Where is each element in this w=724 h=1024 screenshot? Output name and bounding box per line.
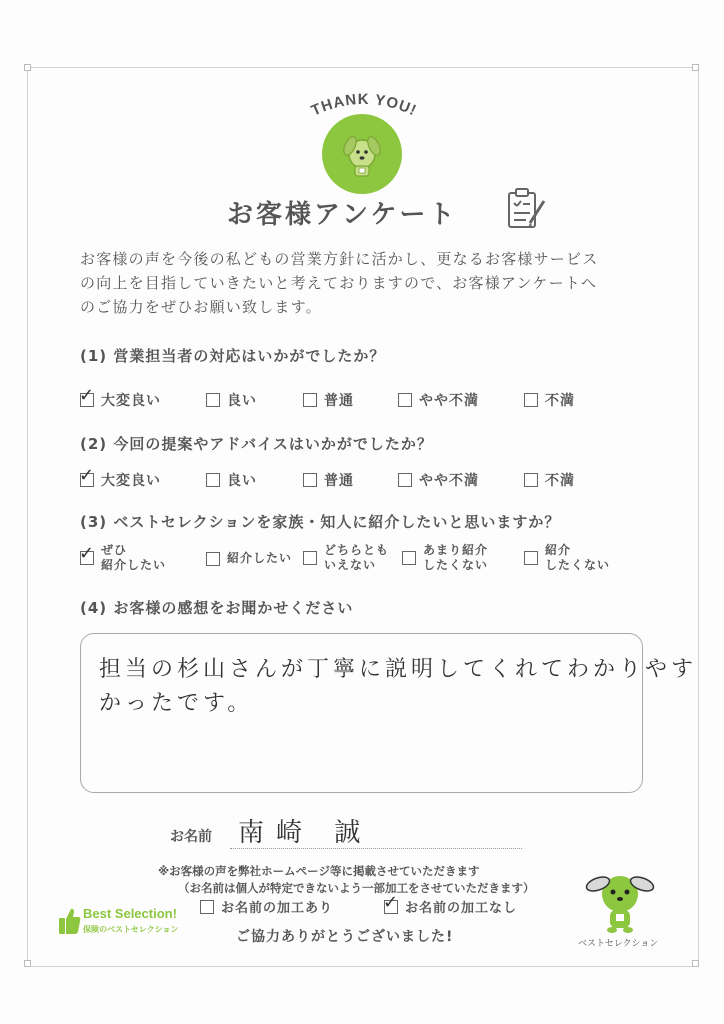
- checkbox[interactable]: [303, 473, 317, 487]
- q3-option-definitely-recommend[interactable]: [80, 543, 166, 573]
- option-label: 不満: [545, 393, 575, 409]
- dog-mascot-icon: [578, 866, 662, 938]
- checkbox[interactable]: [79, 385, 95, 407]
- checkmark-icon: ✓: [383, 891, 399, 913]
- checkbox[interactable]: [200, 900, 214, 914]
- option-label-line: 紹介: [545, 543, 572, 557]
- checkbox[interactable]: [206, 552, 220, 566]
- checkbox[interactable]: [398, 473, 412, 487]
- checkbox[interactable]: [383, 891, 399, 914]
- option-label: 不満: [545, 473, 575, 489]
- survey-title: お客様アンケート: [227, 200, 458, 230]
- brand-logo: [57, 906, 187, 940]
- q3-option-rather-not[interactable]: [402, 543, 488, 573]
- q1-option-very-good[interactable]: [79, 385, 161, 410]
- intro-line: お客様の声を今後の私どもの営業方針に活かし、更なるお客様サービス: [80, 250, 599, 268]
- name-label: お名前: [170, 829, 212, 845]
- name-underline: [230, 848, 522, 849]
- option-label: [101, 543, 166, 573]
- crop-mark: [24, 960, 31, 967]
- question-4: (4) お客様の感想をお聞かせください: [80, 599, 354, 617]
- q3-option-neutral[interactable]: [303, 543, 389, 573]
- checkmark-icon: ✓: [79, 543, 95, 564]
- anonymization-note: （お名前は個人が特定できないよう一部加工をさせていただきます）: [178, 881, 535, 895]
- option-label: 大変良い: [101, 473, 161, 489]
- option-label: [324, 543, 389, 573]
- q1-option-dissatisfied[interactable]: [524, 390, 575, 410]
- checkbox[interactable]: [303, 551, 317, 565]
- option-label: やや不満: [419, 393, 479, 409]
- thumbs-up-icon: [57, 906, 81, 936]
- option-label: 大変良い: [101, 393, 161, 409]
- checkbox[interactable]: [402, 551, 416, 565]
- option-label: 普通: [324, 473, 354, 489]
- checkbox[interactable]: [524, 473, 538, 487]
- question-1: (1) 営業担当者の対応はいかがでしたか？: [80, 347, 386, 365]
- option-label: 良い: [227, 473, 257, 489]
- option-label-line: したくない: [545, 558, 611, 572]
- mascot-badge: [322, 114, 402, 194]
- option-label: [545, 543, 610, 573]
- option-label-line: したくない: [423, 558, 489, 572]
- checkbox[interactable]: [206, 393, 220, 407]
- q1-option-good[interactable]: [206, 390, 257, 410]
- intro-text: [80, 247, 640, 319]
- intro-line: のご協力をぜひお願い致します。: [80, 298, 322, 316]
- option-label-line: いえない: [324, 558, 377, 572]
- q2-option-dissatisfied[interactable]: [524, 470, 575, 490]
- option-label-line: あまり紹介: [423, 543, 489, 557]
- dog-mascot-icon: [322, 114, 402, 194]
- q3-option-not-recommend[interactable]: [524, 543, 610, 573]
- publication-note: ※お客様の声を弊社ホームページ等に掲載させていただきます: [158, 864, 480, 878]
- q2-option-very-good[interactable]: [79, 465, 161, 490]
- option-label: 紹介したい: [227, 551, 293, 565]
- comment-line: 担当の杉山さんが丁寧に説明してくれてわかりやす: [99, 657, 698, 682]
- question-3: (3) ベストセレクションを家族・知人に紹介したいと思いますか？: [80, 513, 561, 531]
- question-2: (2) 今回の提案やアドバイスはいかがでしたか？: [80, 435, 433, 453]
- checkbox[interactable]: [79, 465, 95, 487]
- name-processed-option[interactable]: [200, 897, 333, 916]
- comment-textarea[interactable]: [80, 633, 698, 793]
- thank-you-text: THANK YOU!: [308, 90, 420, 120]
- q2-option-good[interactable]: [206, 470, 257, 490]
- checkbox[interactable]: [79, 543, 95, 565]
- checkbox[interactable]: [524, 393, 538, 407]
- option-label-line: 紹介したい: [101, 558, 167, 572]
- q2-option-somewhat-dissatisfied[interactable]: [398, 470, 479, 490]
- checkmark-icon: ✓: [79, 385, 95, 406]
- q3-option-recommend[interactable]: [206, 551, 292, 566]
- checkbox[interactable]: [206, 473, 220, 487]
- q1-option-average[interactable]: [303, 390, 354, 410]
- mascot-caption: ベストセレクション: [578, 939, 659, 949]
- logo-subtitle: 保険のベストセレクション: [83, 925, 179, 934]
- logo-text: Best Selection!: [83, 906, 177, 921]
- option-label-line: どちらとも: [324, 543, 390, 557]
- crop-mark: [692, 64, 699, 71]
- clipboard-icon: [506, 187, 548, 231]
- comment-line: かったです。: [99, 691, 254, 716]
- option-label: [423, 543, 488, 573]
- name-unprocessed-option[interactable]: [383, 891, 518, 916]
- crop-mark: [692, 960, 699, 967]
- intro-line: の向上を目指していきたいと考えておりますので、お客様アンケートへ: [80, 274, 598, 292]
- option-label: 普通: [324, 393, 354, 409]
- checkbox[interactable]: [398, 393, 412, 407]
- option-label: やや不満: [419, 473, 479, 489]
- option-label: お名前の加工なし: [405, 901, 518, 916]
- checkbox[interactable]: [524, 551, 538, 565]
- checkbox[interactable]: [303, 393, 317, 407]
- q2-option-average[interactable]: [303, 470, 354, 490]
- option-label: 良い: [227, 393, 257, 409]
- q1-option-somewhat-dissatisfied[interactable]: [398, 390, 479, 410]
- checkmark-icon: ✓: [79, 465, 95, 486]
- name-field[interactable]: 南崎 誠: [238, 818, 373, 848]
- crop-mark: [24, 64, 31, 71]
- option-label: お名前の加工あり: [221, 901, 334, 916]
- closing-message: ご協力ありがとうございました!: [236, 929, 454, 945]
- option-label-line: ぜひ: [101, 543, 128, 557]
